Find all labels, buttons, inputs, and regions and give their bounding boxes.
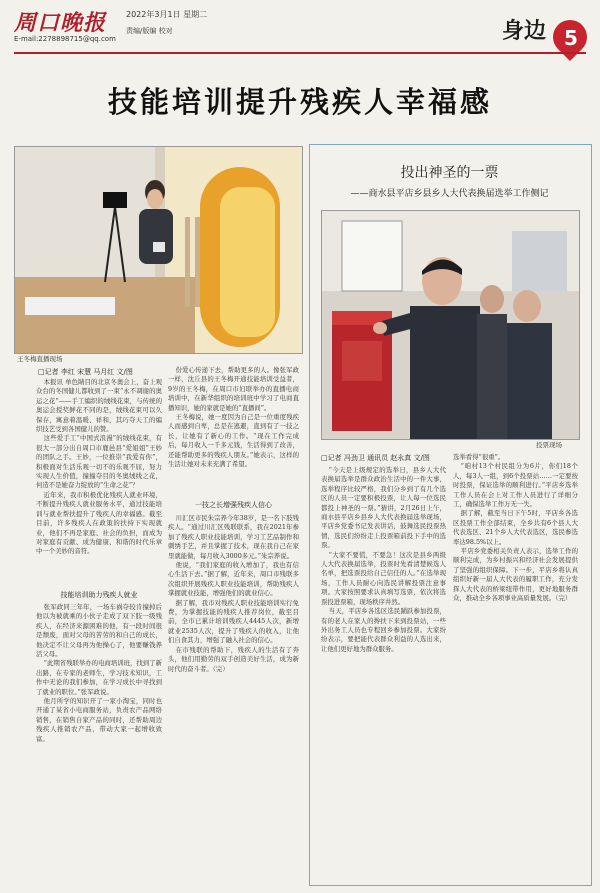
photo-caption-livestream: 王冬梅直播现场 [17,355,63,363]
paragraph: 据了解，我市对残疾人职业技能培训实行免费，为掌握技能的残疾人推荐岗位，截至目前，全市已累计培训残疾人4445人次，新增就业2535人次，提升了残疾人的收入，让他们自食其力，增强了融入社会的信心。 [168,598,299,645]
article1-column-1b [36,603,162,879]
paragraph: 当天，平店乡各选区选民踊跃参加投票，有的老人在家人的搀扶下来到投票站，一些外出务工人员也专程回乡参加投票。大家纷纷表示，要把能代表群众利益的人选出来，让他们更好地为群众服务。 [321,607,446,653]
page-headline: 技能培训提升残疾人幸福感 [107,85,492,119]
masthead [0,0,600,58]
livestream-photo [14,146,303,354]
section-title: 身边 [502,18,547,44]
article1-byline: □记者 李红 宋慧 马月红 文/图 [38,368,133,376]
paragraph: 王冬梅说，她一度因为自己是一位重度残疾人而感到自卑，总是在逃避，直到有了一技之长，让她有了新心的工作。“现在工作完成后，每月收入一千多元钱，生活得到了改善，还能帮助更多的残疾人朋友。”她表示，这样的生活让她对未来充满了希望。 [168,413,299,469]
article2-title: 投出神圣的一票 [400,165,499,181]
article1-subhead-1: 技能培训助力残疾人就业 [60,591,138,599]
article2-subtitle: ——商水县平店乡县乡人大代表换届选举工作侧记 [350,189,549,199]
paragraph: 他说，“我们家庭的收入增加了，我也有信心生活下去。”据了解，近年来，周口市残联多次组织开展残疾人职业技能培训，帮助残疾人掌握就业技能，增强他们的就业信心。 [168,561,299,598]
article1-column-2b [168,514,299,880]
article1-column-1 [36,378,162,588]
voting-photo [321,210,580,440]
paragraph: 本报讯 单色睛目的北京冬奥会上，奋上观众台的冬国健儿都收到了一束“永不凋谢的奥运之花”——手工编织的绒线花束，与传统的奥运会授奖鲜花不同的是，绒线花束可以久保存，寓意着温暖、祥和，其巧夺天工的编织技艺受到各国健儿的赞。 [36,378,162,434]
article2-byline: □记者 冯劲卫 通讯员 赵永真 文/图 [321,454,430,462]
article1-subhead-2: 一技之长增强残疾人信心 [195,501,272,509]
paragraph: “咱村13个村民组分为6片，你们18个人，每3人一组，到6个投票站……一定要按时投票，保证选举的顺利进行。”平店乡选举工作人员在会上对工作人员进行了详细分工，确保选举工作万无一失。 [453,462,578,509]
paragraph: 他月所学的知识开了一家小淘宝，同时也开通了某省小电商服务站，负责农产品网络销售，在销售自家产品的同时，还帮助周边残疾人推销农产品，带动大家一起增收致富。 [36,697,162,743]
paragraph: “大家不要慌，不要急！这次是县乡两级人大代表换届选举，投票时先看清楚候选人名单，把选票投给自己信任的人。”在选举现场，工作人员耐心向选民讲解投票注意事项。大家按照要求认真填写选票，依次将选票投进票箱，现场秩序井然。 [321,550,446,606]
paragraph: “此期省残联举办的电商培训班，找到了新出路，在专家的老师生，学习技术知识，工作中无论的我们参加，在学习成长中寻找到了就业的职位。”张军政说。 [36,659,162,696]
paragraph: 份爱心传递下去，帮助更多的人。像张军政一样，沈丘县的王冬梅开通技能培训受益者，9岁的王冬梅，在周口市妇联举办的直播电商培训中，在新华组织的培训班中学习了电商直播知识，她的家就是她的“直播间”。 [168,366,299,412]
article1-column-2 [168,366,299,496]
paragraph: “今天是上级规定的选举日，县乡人大代表换届选举是群众政治生活中的一件大事，选举程序比较严格，我们分乡到了有几个选区的人员一定要积极投票，让人每一位选民都投上神圣的一票。”猜讲，2月26日上午，商水县平店乡县乡人大代表换届选举现场，平店乡党委书记发表讲话，鼓舞选民投票热情，选民们纷纷走上投票箱前投下手中的选票。 [321,466,446,550]
paragraph: 川汇区市民朱宗养今年38岁，是一名下肢残疾人。“通过川汇区残联联系，我在2021年参加了残疾人职业技能培训，学习工艺品制作和刺绣手艺，并且掌握了技术，现在我自己在家里就能做，每月收入3000多元。”朱宗养说。 [168,514,299,560]
paragraph: 据了解，截至当日下午5时，平店乡各选区投票工作全部结束，全乡共有6个县人大代表选区、21个乡人大代表选区，选民参选率达98.5%以上。 [453,509,578,546]
newspaper-logo: 周口晚报 [14,10,107,36]
paragraph: 在市残联的帮助下，残疾人的生活有了奔头，他们用勤劳的双手创造美好生活，成为新时代的奋斗者。（完） [168,645,299,673]
article2-column-2 [453,453,578,878]
paragraph: 张军政同三年年，一场车祸夺较肯撞掉后他以为被就乘的小伙子走成了双下肢一级残疾人，在经济来源困难的他，有一段时间很是颓废，面对父母的苦劳的和自己的成长，他决定不让父母再为他操心了，他要赚钱养活父母。 [36,603,162,659]
masthead-rule [14,52,586,54]
article2-column-1 [321,466,446,878]
paragraph: 近年来，我市积极优化残疾人就业环境，不断提升残疾人就业服务水平，通过技能培训与就业帮扶提升了残疾人的幸福感。截至目前，许多残疾人在政策的扶持下实现就业，他们不再是家庭、社会的负担，而成为对家庭有贡献、成为健康、和谐的时代乐章中一个美妙的音符。 [36,490,162,556]
masthead-email: E-mail:2278898715@qq.com [14,35,116,43]
photo-caption-voting: 投票现场 [536,441,562,449]
paragraph: 选举看得“很重”。 [453,453,505,461]
paragraph: 平店乡党委相关负责人表示，选举工作的顺利完成，为乡村振兴和经济社会发展提供了坚强的组织保障。下一步，平店乡将认真组织好新一届人大代表的履职工作，充分发挥人大代表的桥梁纽带作用，更好地服务群众，推动全乡各项事业高质量发展。（完） [453,547,578,603]
page-number: 5 [564,26,578,50]
paragraph: 这些爱手工“中国式浪漫”的绒线花束，有很大一部分出自周口市鹿邑县“爱姐姐”王妙的团队之手。王妙，一位推崇“我爱有你”，积极面对生活乐观一切不的乐观不屈，努力实现人生价值，撞撞夺目的冬奥绒线之花，何造不是她奋力绽放的“生命之花”？ [36,434,162,490]
masthead-date: 2022年3月1日 星期二 [126,10,208,19]
masthead-editors: 责编/版编 校对 [126,27,173,35]
